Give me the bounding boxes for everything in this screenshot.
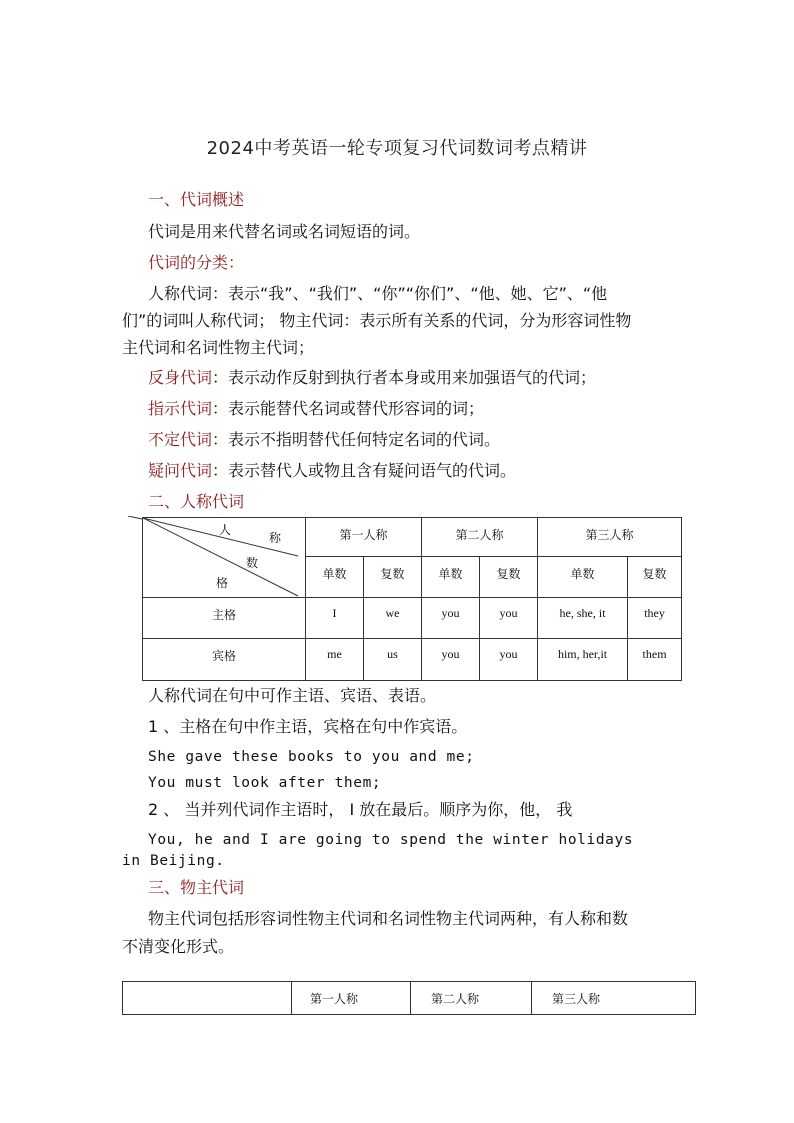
- table-cell: him, her,it: [538, 639, 628, 681]
- case-label: 宾格: [143, 639, 306, 681]
- header-second-person: 第二人称: [422, 518, 538, 557]
- classification-label: 代词的分类：: [148, 253, 245, 272]
- table-cell: you: [480, 598, 538, 639]
- interrogative-term: 疑问代词: [148, 461, 213, 480]
- pronoun-definition: 代词是用来代替名词或名词短语的词。: [148, 222, 421, 241]
- reflexive-pronoun-line: [148, 368, 596, 388]
- table-row: [143, 598, 682, 639]
- header-second-person: 第二人称: [411, 982, 532, 1015]
- interrogative-text: ：表示替代人或物且含有疑问语气的代词。: [212, 461, 517, 480]
- header-first-person: 第一人称: [306, 518, 422, 557]
- personal-pronoun-line2: 们”的词叫人称代词； 物主代词：表示所有关系的代词，分为形容词性物: [122, 311, 632, 330]
- diag-label-ge: 格: [216, 576, 229, 590]
- header-number: 单数: [538, 557, 628, 598]
- header-third-person: 第三人称: [532, 982, 696, 1015]
- indefinite-text: ：表示不指明替代任何特定名词的代词。: [212, 430, 501, 449]
- table-cell: you: [480, 639, 538, 681]
- section1-heading: 一、代词概述: [148, 190, 245, 209]
- demonstrative-term: 指示代词: [148, 399, 213, 418]
- indefinite-term: 不定代词: [148, 430, 213, 449]
- table-cell: you: [422, 639, 480, 681]
- personal-pronoun-line1: 人称代词：表示“我”、“我们”、“你”“你们”、“他、她、它”、“他: [148, 284, 608, 303]
- diag-label-cheng: 称: [269, 531, 282, 545]
- table-row: [143, 639, 682, 681]
- header-number: 单数: [422, 557, 480, 598]
- possessive-text-line2: 不清变化形式。: [122, 937, 235, 956]
- possessive-text-line1: 物主代词包括形容词性物主代词和名词性物主代词两种，有人称和数: [148, 909, 629, 928]
- reflexive-text: ：表示动作反射到执行者本身或用来加强语气的代词；: [212, 368, 597, 387]
- table-cell: they: [628, 598, 682, 639]
- interrogative-pronoun-line: [148, 461, 516, 481]
- page-title: 2024中考英语一轮专项复习代词数词考点精讲: [206, 138, 588, 159]
- rule-2: 2 、 当并列代词作主语时， I 放在最后。顺序为你，他， 我: [148, 800, 573, 819]
- diagonal-header-cell: [143, 518, 306, 598]
- header-number: 单数: [306, 557, 364, 598]
- table-cell: I: [306, 598, 364, 639]
- demonstrative-text: ：表示能替代名词或替代形容词的词；: [212, 399, 485, 418]
- header-blank: [123, 982, 292, 1015]
- example-3-line2: in Beijing.: [122, 853, 225, 869]
- personal-pronoun-line3: 主代词和名词性物主代词；: [122, 338, 315, 357]
- indefinite-pronoun-line: [148, 430, 500, 450]
- section2-heading: 二、人称代词: [148, 492, 245, 511]
- header-first-person: 第一人称: [292, 982, 411, 1015]
- example-2: You must look after them;: [148, 775, 382, 791]
- demonstrative-pronoun-line: [148, 399, 484, 419]
- diag-label-ren: 人: [219, 523, 232, 537]
- table-stub-line: [128, 516, 144, 522]
- usage-text: 人称代词在句中可作主语、宾语、表语。: [148, 686, 437, 705]
- header-number: 复数: [480, 557, 538, 598]
- header-third-person: 第三人称: [538, 518, 682, 557]
- personal-pronoun-table: [142, 517, 682, 681]
- example-1: She gave these books to you and me;: [148, 749, 475, 765]
- header-number: 复数: [364, 557, 422, 598]
- reflexive-term: 反身代词: [148, 368, 213, 387]
- table-cell: you: [422, 598, 480, 639]
- diag-label-shu: 数: [246, 556, 259, 570]
- table-cell: us: [364, 639, 422, 681]
- section3-heading: 三、物主代词: [148, 878, 245, 897]
- case-label: 主格: [143, 598, 306, 639]
- table-cell: them: [628, 639, 682, 681]
- header-number: 复数: [628, 557, 682, 598]
- table-cell: me: [306, 639, 364, 681]
- table-cell: he, she, it: [538, 598, 628, 639]
- possessive-pronoun-table: [122, 981, 696, 1015]
- example-3-line1: You, he and I are going to spend the winter holidays: [148, 832, 634, 848]
- rule-1: 1 、主格在句中作主语，宾格在句中作宾语。: [148, 717, 468, 736]
- table-cell: we: [364, 598, 422, 639]
